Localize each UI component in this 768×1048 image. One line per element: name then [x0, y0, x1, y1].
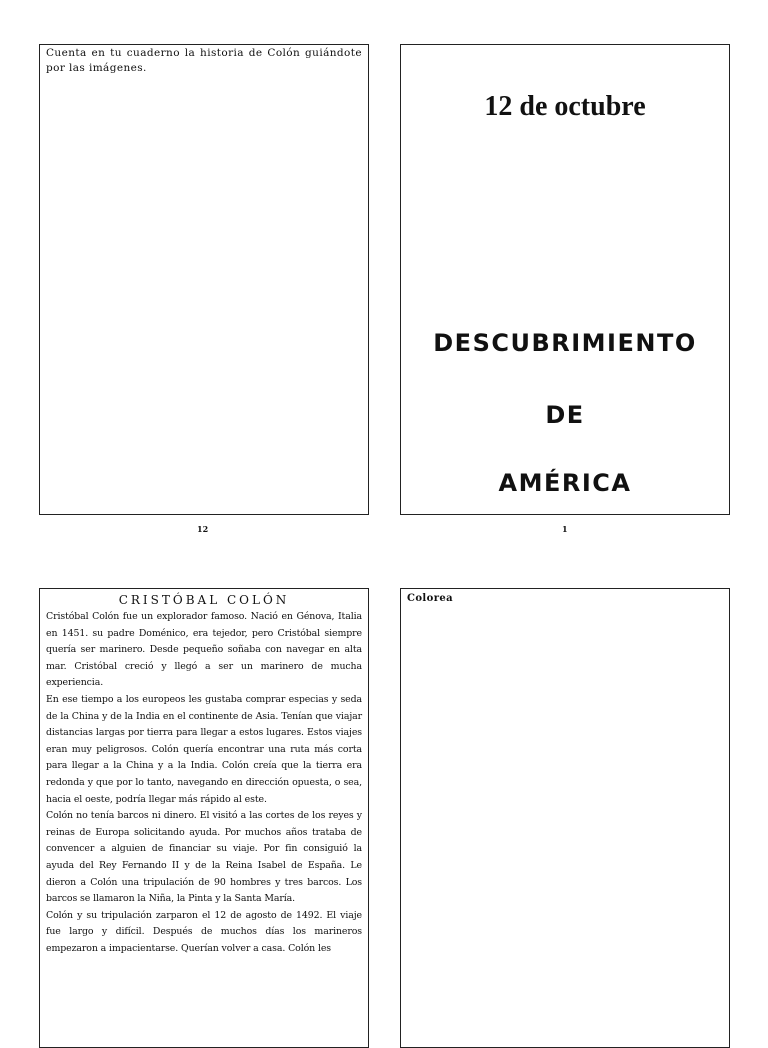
- story-page-panel: [39, 588, 369, 1048]
- page-number-12: 12: [197, 524, 209, 534]
- page-12-instruction: Cuenta en tu cuaderno la historia de Colón guiándote por las imágenes.: [46, 47, 362, 74]
- story-paragraph: Cristóbal Colón fue un explorador famoso. Nació en Génova, Italia en 1451. su padre Doménico, era tejedor, pero Cristóbal siempre quería ser marinero. Desde pequeño soñaba con navegar en alta mar. Cristóbal creció y llegó a ser un marinero de mucha experiencia.: [46, 611, 362, 689]
- cover-title-line-2: DE: [545, 401, 585, 429]
- cover-title-line-1: DESCUBRIMIENTO: [433, 329, 697, 357]
- page-12-panel: [39, 44, 369, 515]
- date-title: 12 de octubre: [484, 91, 646, 122]
- story-paragraph: Colón y su tripulación zarparon el 12 de agosto de 1492. El viaje fue largo y difícil. Después de muchos días los marineros empezaron a impacientarse. Querían volver a casa. Colón les: [46, 909, 362, 954]
- story-paragraph: Colón no tenía barcos ni dinero. El visitó a las cortes de los reyes y reinas de Europa solicitando ayuda. Por muchos años trataba de convencer a alguien de financiar su viaje. Por fin consiguió la ayuda del Rey Fernando II y de la Reina Isabel de España. Le dieron a Colón una tripulación de 90 hombres y tres barcos. Los barcos se llamaron la Niña, la Pinta y la Santa María.: [46, 810, 362, 905]
- colorea-page-panel: [400, 588, 730, 1048]
- story-text: [40, 609, 368, 957]
- story-heading: CRISTÓBAL COLÓN: [118, 593, 290, 607]
- cover-page-panel: [400, 44, 730, 515]
- cover-title-line-3: AMÉRICA: [498, 469, 632, 497]
- story-paragraph: En ese tiempo a los europeos les gustaba comprar especias y seda de la China y de la India en el continente de Asia. Tenían que viajar distancias largas por tierra para llegar a estos lugares. Estos viajes eran muy peligrosos. Colón quería encontrar una ruta más corta para llegar a la China y a la India. Colón creía que la tierra era redonda y que por lo tanto, navegando en dirección opuesta, o sea, hacia el oeste, podría llegar más rápido al este.: [46, 693, 362, 805]
- colorea-instruction: Colorea: [407, 593, 454, 604]
- page-number-1: 1: [562, 524, 568, 534]
